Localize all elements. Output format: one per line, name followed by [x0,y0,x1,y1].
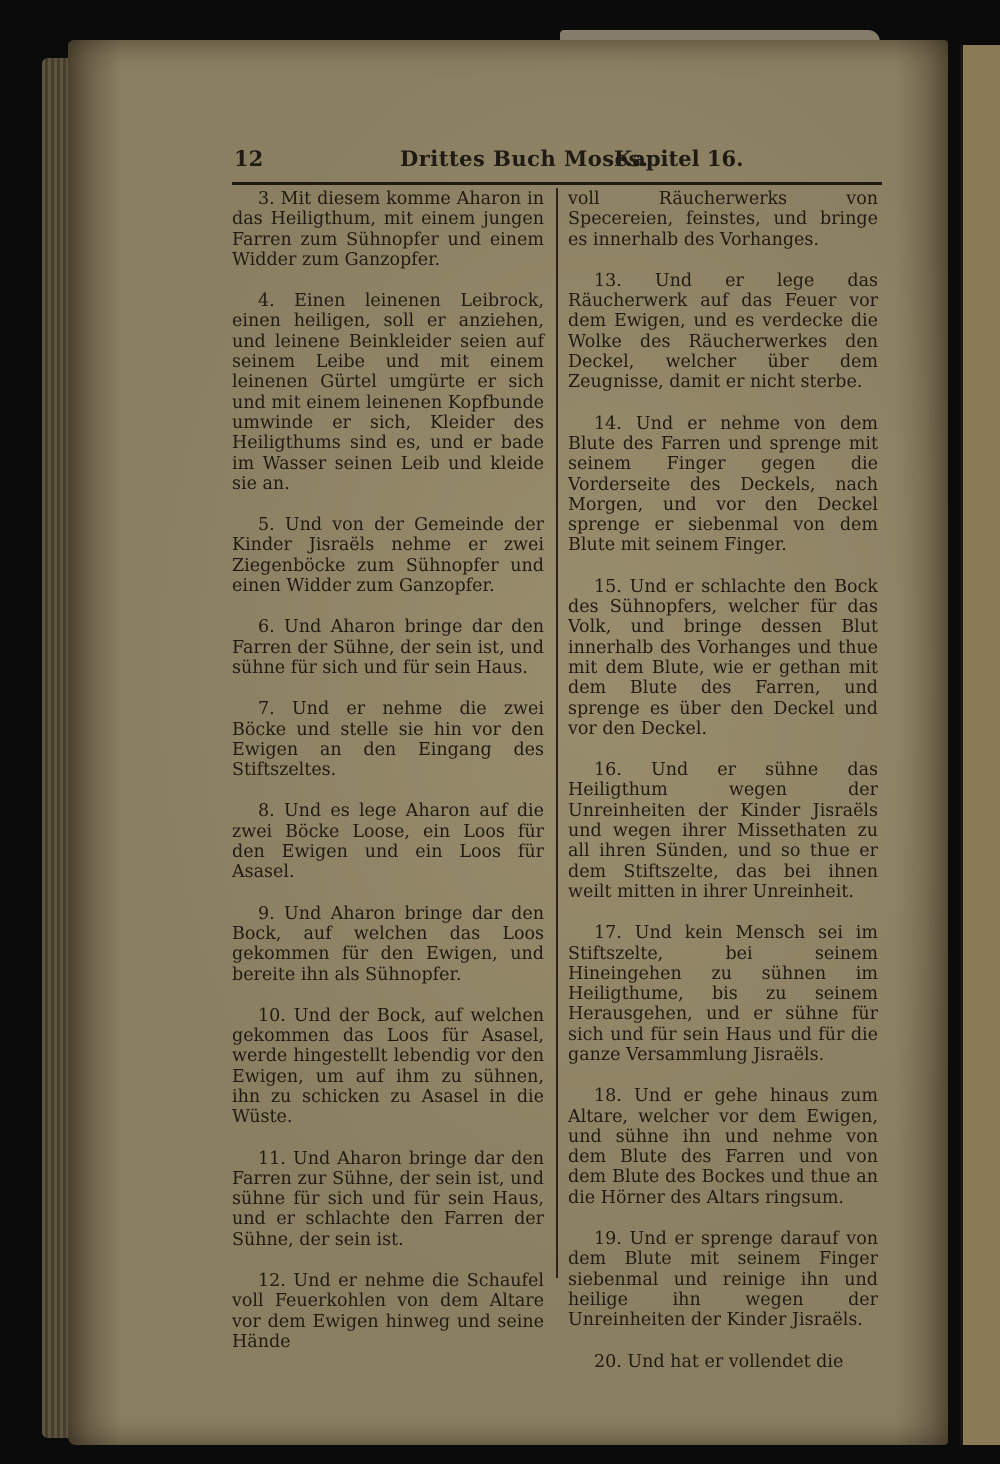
verse-8: 8. Und es lege Aharon auf die zwei Böcke Loose, ein Loos für den Ewigen und ein Loos für Asasel. [232,801,544,883]
left-column [232,189,544,1373]
column-divider [556,188,558,1278]
running-header [232,146,882,180]
chapter-label: Kapitel 16. [614,146,744,171]
verse-12: 12. Und er nehme die Schaufel voll Feuerkohlen von dem Altare vor dem Ewigen hinweg und seine Hände [232,1271,544,1352]
verse-4: 4. Einen leinenen Leibrock, einen heiligen, soll er anziehen, und leinene Beinkleider seien auf seinem Leibe und mit einem leinenen Gürtel umgürte er sich und mit einem leinenen Kopfbunde umwinde er sich, Kleider des Heiligthums sind es, und er bade im Wasser seinen Leib und kleide sie an. [232,291,544,494]
verse-13: 13. Und er lege das Räucherwerk auf das Feuer vor dem Ewigen, und es verdecke die Wolke des Räucherwerkes den Deckel, welcher über dem Zeugnisse, damit er nicht sterbe. [568,270,878,393]
verse-9: 9. Und Aharon bringe dar den Bock, auf welchen das Loos gekommen für den Ewigen, und bereite ihn als Sühnopfer. [232,903,544,985]
page-number: 12 [234,146,264,171]
verse-10: 10. Und der Bock, auf welchen gekommen das Loos für Asasel, werde hingestellt lebendig vor den Ewigen, um auf ihm zu sühnen, ihn zu schicken zu Asasel in die Wüste. [232,1005,544,1128]
book-title: Drittes Buch Moses. [400,146,649,171]
verse-11: 11. Und Aharon bringe dar den Farren zur Sühne, der sein ist, und sühne für sich und für sein Haus, und er schlachte den Farren der Sühne, der sein ist. [232,1148,544,1250]
verse-19: 19. Und er sprenge darauf von dem Blute mit seinem Finger siebenmal und reinige ihn und heilige ihn wegen der Unreinheiten der Kinder Jisraëls. [568,1229,878,1331]
verse-6: 6. Und Aharon bringe dar den Farren der Sühne, der sein ist, und sühne für sich und für sein Haus. [232,617,544,678]
verse-3: 3. Mit diesem komme Aharon in das Heiligthum, mit einem jungen Farren zum Sühnopfer und einem Widder zum Ganzopfer. [232,189,544,270]
verse-15: 15. Und er schlachte den Bock des Sühnopfers, welcher für das Volk, und bringe dessen Blut innerhalb des Vorhanges und thue mit dem Blute, wie er gethan mit dem Blute des Farren, und sprenge es über den Deckel und vor den Deckel. [568,576,878,739]
verse-7: 7. Und er nehme die zwei Böcke und stelle sie hin vor den Ewigen an den Eingang des Stiftszeltes. [232,699,544,781]
facing-page-edge [960,45,1000,1445]
verse-20: 20. Und hat er vollendet die [594,1351,844,1372]
verse-16: 16. Und er sühne das Heiligthum wegen der Unreinheiten der Kinder Jisraëls und wegen ihrer Missethaten zu all ihren Sünden, und so thue er dem Stiftszelte, das bei ihnen weilt mitten in ihrer Unreinheit. [568,760,878,902]
header-rule [232,182,882,185]
right-column [568,189,878,1393]
verse-12-continued: voll Räucherwerks von Specereien, feinstes, und bringe es innerhalb des Vorhanges. [568,189,878,250]
verse-5: 5. Und von der Gemeinde der Kinder Jisraëls nehme er zwei Ziegenböcke zum Sühnopfer und einen Widder zum Ganzopfer. [232,515,544,597]
verse-17: 17. Und kein Mensch sei im Stiftszelte, bei seinem Hineingehen zu sühnen im Heiligthume, bis zu seinem Herausgehen, und er sühne für sich und für sein Haus und für die ganze Versammlung Jisraëls. [568,923,878,1065]
verse-18: 18. Und er gehe hinaus zum Altare, welcher vor dem Ewigen, und sühne ihn und nehme von dem Blute des Farren und von dem Blute des Bockes und thue an die Hörner des Altars ringsum. [568,1086,878,1208]
verse-14: 14. Und er nehme von dem Blute des Farren und sprenge mit seinem Finger gegen die Vorderseite des Deckels, nach Morgen, und vor den Deckel sprenge er siebenmal von dem Blute mit seinem Finger. [568,413,878,556]
